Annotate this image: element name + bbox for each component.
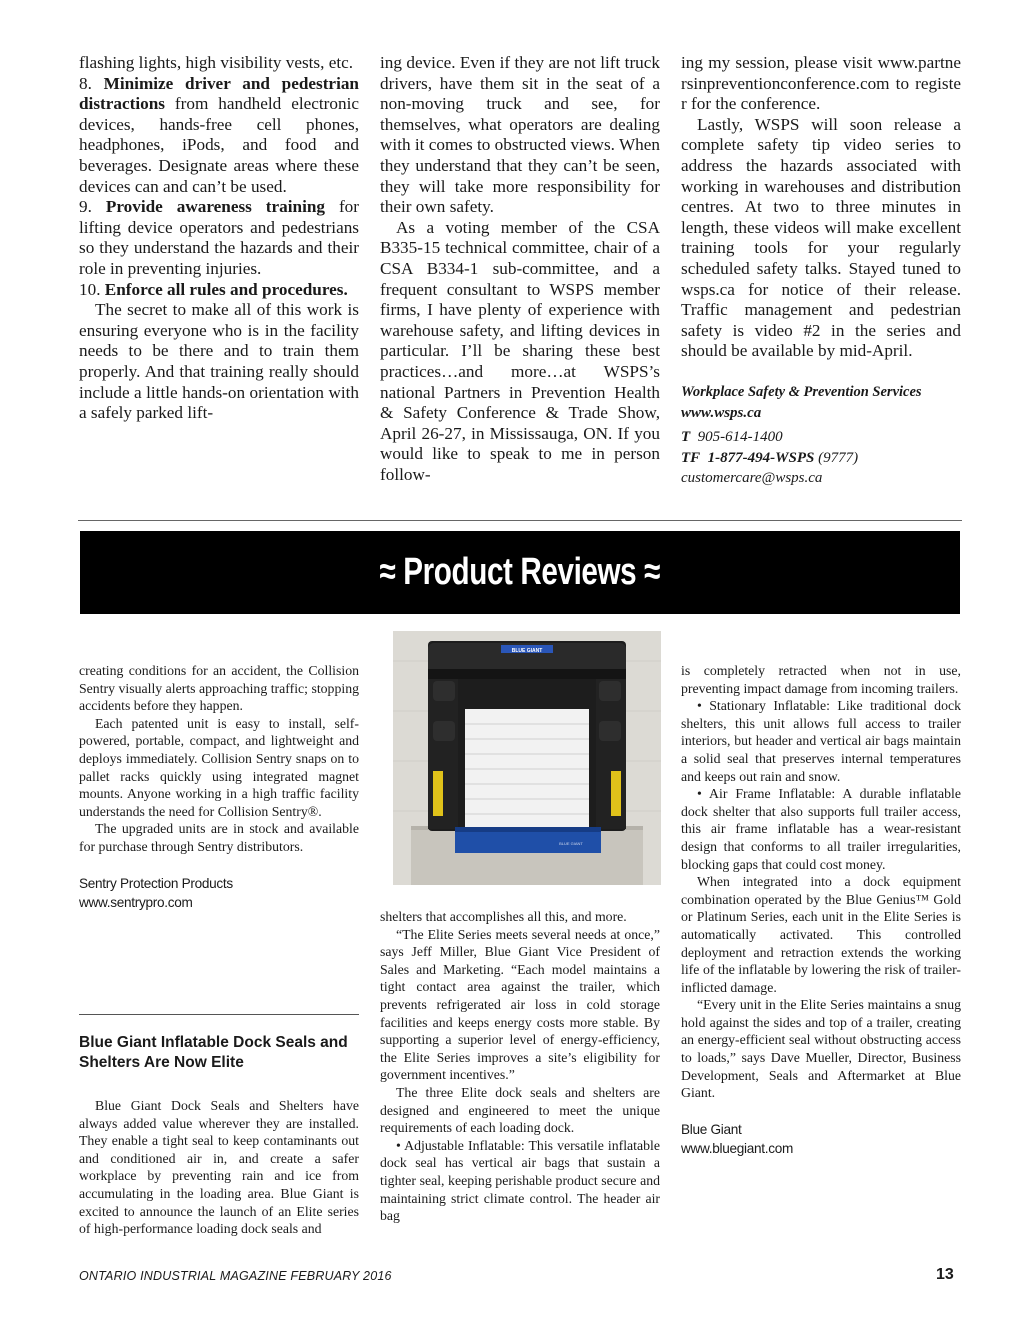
page-number: 13 — [936, 1266, 954, 1283]
article-divider — [79, 1014, 359, 1015]
article-column-2 — [380, 53, 660, 485]
paragraph: creating conditions for an accident, the Collision Sentry visually alerts approaching traffic; stopping accidents before they happen. — [79, 663, 359, 714]
paragraph: The secret to make all of this work is ensuring everyone who is in the facility needs to be there and to train them properly. And that training really should include a little hands-on orientation with a safely parked lift- — [79, 300, 359, 423]
paragraph: Lastly, WSPS will soon release a complete safety tip video series to address the hazards associated with working in warehouses and distribution centres. At two to three minutes in length, these videos will make excellent training tools for your regularly scheduled safety talks. Stayed tuned to wsps.ca for notice of their release. Traffic management and pedestrian safety is video #2 in the series and should be available by mid-April. — [681, 114, 961, 361]
section-divider — [78, 520, 962, 521]
paragraph: flashing lights, high visibility vests, etc. — [79, 53, 354, 72]
paragraph: “The Elite Series meets several needs at once,” says Jeff Miller, Blue Giant Vice President of Sales and Marketing. “Each model maintains a tight contact area against the trailer, which prevents refrigerated air loss in cold storage facilities and keeps energy costs more stable. By supporting a superior level of energy-efficiency, the Elite Series improves a site’s eligibility for government incentives.” — [380, 926, 660, 1083]
contact-tollfree: TF 1-877-494-WSPS (9777) — [681, 449, 859, 466]
contact-block — [681, 382, 961, 489]
source-website-link[interactable]: www.sentrypro.com — [79, 894, 193, 910]
list-item-8: 8. Minimize driver and pedestrian distractions from handheld electronic devices, hands-free cell phones, headphones, iPods, and food and beverages. Designate areas where these devices can and can’t be used. — [79, 73, 359, 196]
paragraph: The three Elite dock seals and shelters are designed and engineered to meet the unique requirements of each loading dock. — [380, 1084, 660, 1136]
paragraph: Blue Giant Dock Seals and Shelters have always added value wherever they are installed. They enable a tight seal to keep contaminants out and conditioned air in, and create a safer workplace by preventing rain and ice from accumulating in the loading area. Blue Giant is excited to announce the launch of an Elite series of high-performance loading dock seals and — [79, 1098, 359, 1237]
review-column-2 — [380, 908, 660, 1225]
source-block — [79, 874, 359, 912]
paragraph: • Adjustable Inflatable: This versatile inflatable dock seal has vertical air bags that sustain a tighter seal, keeping perishable product secure and maintaining strict climate control. The header air bag — [380, 1137, 660, 1224]
paragraph: • Stationary Inflatable: Like traditional dock shelters, this unit allows full access to trailer interiors, but header and vertical air bags maintain a solid seal that preserves internal temperatures and keeps out rain and snow. — [681, 698, 961, 784]
section-banner — [80, 531, 960, 614]
paragraph: The upgraded units are in stock and available for purchase through Sentry distributors. — [79, 821, 359, 854]
review-column-1 — [79, 662, 359, 912]
paragraph: is completely retracted when not in use, preventing impact damage from incoming trailers. — [681, 663, 961, 696]
review-column-3 — [681, 662, 961, 1158]
product-photo — [393, 631, 661, 885]
source-name: Sentry Protection Products — [79, 875, 233, 891]
source-name: Blue Giant — [681, 1121, 742, 1137]
list-item-10: 10. Enforce all rules and procedures. — [79, 279, 348, 299]
source-block — [681, 1120, 961, 1158]
paragraph: • Air Frame Inflatable: A durable inflatable dock shelter that also supports full trailer access, this air frame inflatable has a wear-resistant design that conforms to all trailer irregularities, blocking gaps that could cost money. — [681, 786, 961, 872]
paragraph: When integrated into a dock equipment combination operated by the Blue Genius™ Gold or Platinum Series, each unit in the Elite Series is automatically activated. This controlled deployment and retraction extends the working life of the inflatable by lowering the risk of trailer-inflicted damage. — [681, 874, 961, 995]
list-item-9: 9. Provide awareness training for lifting device operators and pedestrians so they understand the hazards and their role in preventing injuries. — [79, 197, 359, 278]
paragraph: ing my session, please visit www.partnersinpreventionconference.com to register for the conference. — [681, 53, 961, 114]
contact-email-link[interactable]: customercare@wsps.ca — [681, 470, 823, 487]
article-column-3 — [681, 53, 961, 489]
banner-title: ≈ Product Reviews ≈ — [379, 551, 661, 593]
source-website-link[interactable]: www.bluegiant.com — [681, 1140, 794, 1156]
paragraph: Each patented unit is easy to install, self-powered, portable, compact, and lightweight and deploys immediately. Collision Sentry snaps on to pallet racks quickly using integrated magnet mounts. Anyone working in a high traffic facility understands the need for Collision Sentry®. — [79, 715, 359, 819]
article-headline: Blue Giant Inflatable Dock Seals and Shelters Are Now Elite — [79, 1034, 348, 1071]
review-column-1-article — [79, 1033, 359, 1238]
dock-shelter-image — [393, 631, 661, 885]
contact-phone: T 905-614-1400 — [681, 429, 783, 446]
paragraph: shelters that accomplishes all this, and more. — [380, 909, 627, 924]
article-column-1 — [79, 53, 359, 424]
paragraph: As a voting member of the CSA B335-15 technical committee, chair of a CSA B334-1 sub-committee, and a frequent consultant to WSPS member firms, I have plenty of experience with warehouse safety, and lifting devices in particular. I’ll be sharing these best practices…and more…at WSPS’s national Partners in Prevention Health & Safety Conference & Trade Show, April 26-27, in Mississauga, ON. If you would like to speak to me in person follow- — [380, 217, 660, 484]
contact-org: Workplace Safety & Prevention Services — [681, 383, 922, 400]
paragraph: “Every unit in the Elite Series maintains a snug hold against the sides and top of a trailer, creating an energy-efficient seal without obstructing access to loads,” says Dave Mueller, Director, Business Development, Seals and Aftermarket at Blue Giant. — [681, 997, 961, 1101]
footer-magazine-title: ONTARIO INDUSTRIAL MAGAZINE FEBRUARY 2016 — [79, 1269, 392, 1283]
plate-text: BLUE GIANT — [559, 841, 583, 846]
sign-text: BLUE GIANT — [511, 648, 543, 654]
paragraph: ing device. Even if they are not lift truck drivers, have them sit in the seat of a non-moving truck and see, for themselves, what operators are dealing with it comes to obstructed views. When they understand that they can’t be seen, they will take more responsibility for their own safety. — [380, 53, 660, 217]
contact-website-link[interactable]: www.wsps.ca — [681, 404, 762, 421]
